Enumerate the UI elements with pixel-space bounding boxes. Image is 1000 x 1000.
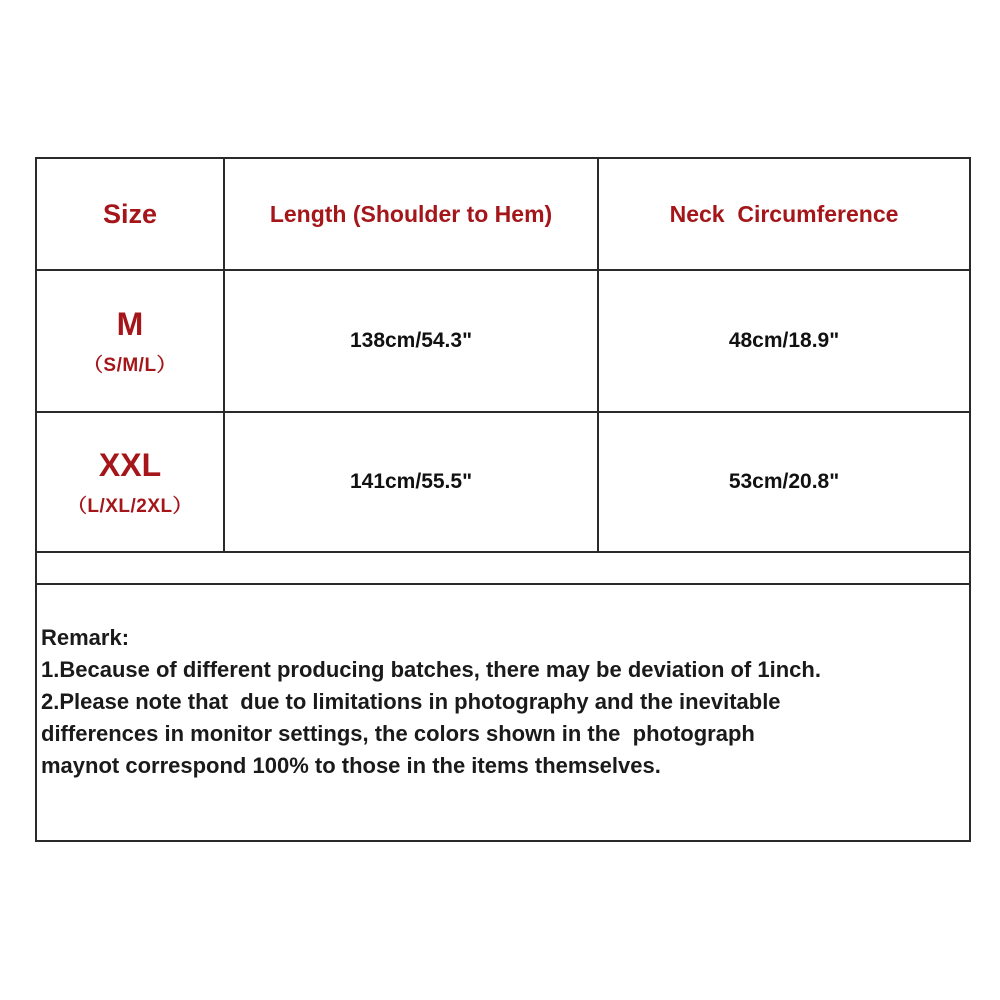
remark-section xyxy=(41,622,967,782)
row-divider xyxy=(37,551,969,553)
length-cell xyxy=(225,271,597,411)
remark-line: differences in monitor settings, the colors shown in the photograph xyxy=(41,721,755,746)
size-range: （S/M/L） xyxy=(83,354,177,376)
header-neck: Neck Circumference xyxy=(669,200,899,227)
row-divider xyxy=(37,583,969,585)
remark-line: 2.Please note that due to limitations in photography and the inevitable xyxy=(41,689,781,714)
neck-value: 53cm/20.8" xyxy=(728,470,840,493)
row-size-cell xyxy=(37,413,223,551)
length-value: 138cm/54.3" xyxy=(349,329,473,352)
remark-line: 1.Because of different producing batches, there may be deviation of 1inch. xyxy=(41,657,821,682)
neck-cell xyxy=(599,271,969,411)
header-length: Length (Shoulder to Hem) xyxy=(269,200,553,227)
size-chart xyxy=(35,157,971,842)
size-label: M xyxy=(116,305,144,342)
length-cell xyxy=(225,413,597,551)
row-size-cell xyxy=(37,271,223,411)
size-range: （L/XL/2XL） xyxy=(67,495,193,517)
remark-title: Remark: xyxy=(41,625,130,650)
size-label: XXL xyxy=(98,446,162,483)
header-cell-length xyxy=(225,159,597,269)
header-cell-neck xyxy=(599,159,969,269)
header-size: Size xyxy=(102,198,158,229)
remark-line: maynot correspond 100% to those in the items themselves. xyxy=(41,753,661,778)
neck-cell xyxy=(599,413,969,551)
neck-value: 48cm/18.9" xyxy=(728,329,840,352)
length-value: 141cm/55.5" xyxy=(349,470,473,493)
header-cell-size xyxy=(37,159,223,269)
